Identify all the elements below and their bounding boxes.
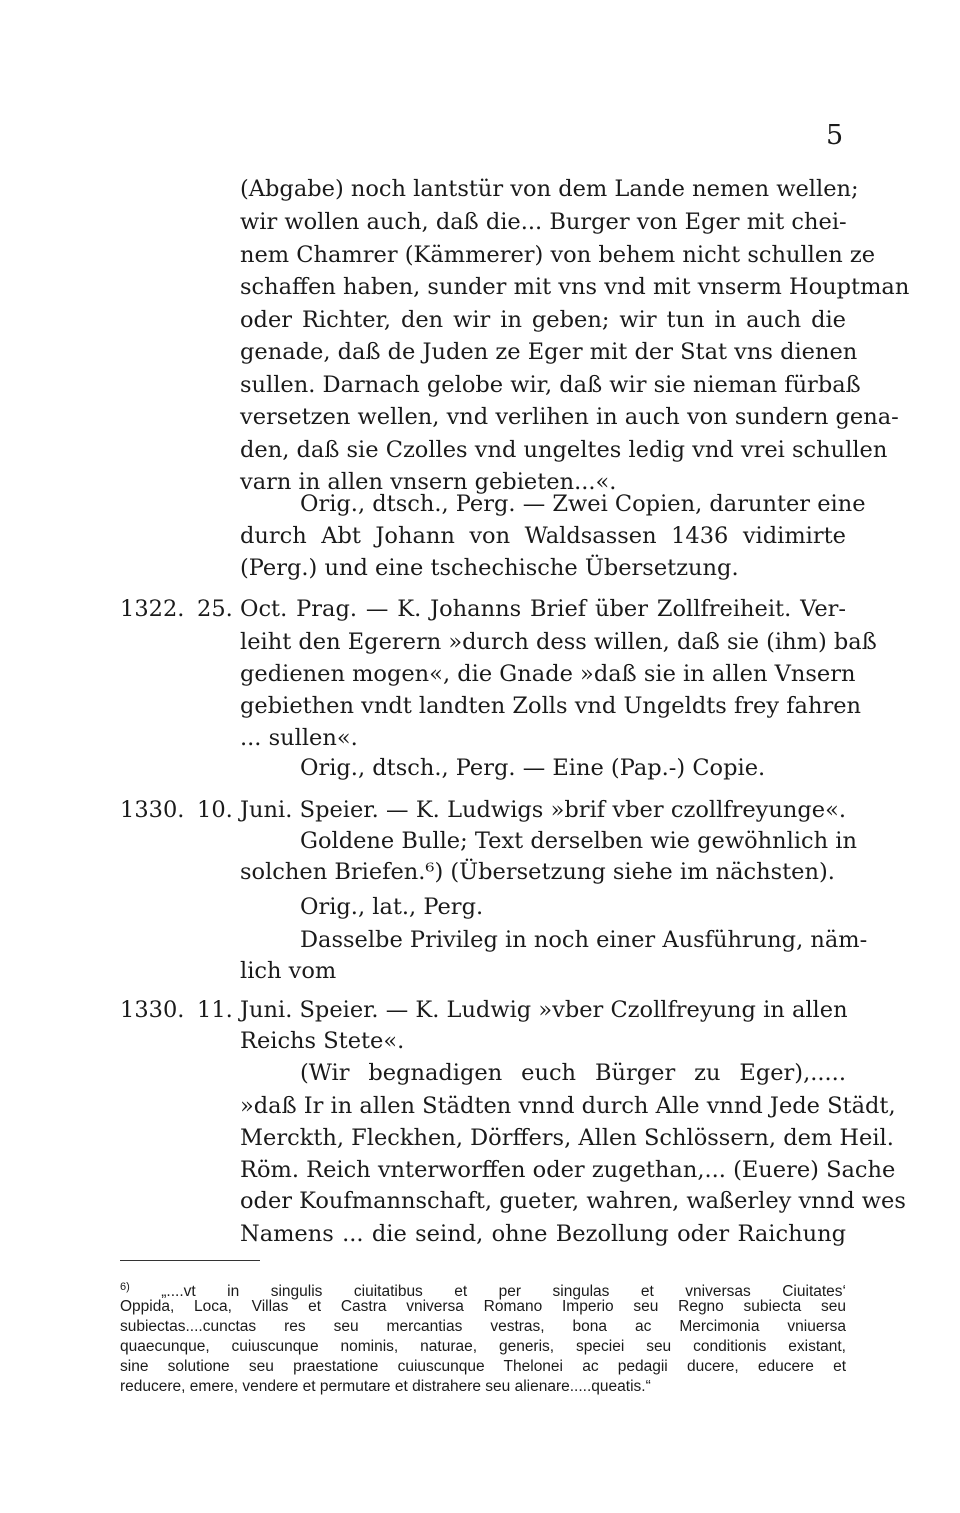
entry-line: ... sullen«. [240, 725, 358, 751]
entry-line: Orig., dtsch., Perg. — Eine (Pap.-) Copie. [300, 755, 766, 781]
footnote-line: quaecunque, cuiuscunque nominis, naturae, generis, speciei seu conditionis existant, [120, 1338, 846, 1355]
text-line: Orig., dtsch., Perg. — Zwei Copien, darunter eine [300, 491, 866, 517]
text-line: durch Abt Johann von Waldsassen 1436 vidimirte [240, 523, 846, 549]
entry-line: »daß Ir in allen Städten vnnd durch Alle vnnd Jede Städt, [240, 1093, 896, 1119]
entry-line: Juni. Speier. — K. Ludwig »vber Czollfreyung in allen [240, 997, 848, 1023]
text-line: schaffen haben, sunder mit vns vnd mit vnserm Houptman [240, 274, 910, 300]
footnote-line: reducere, emere, vendere et permutare et distrahere seu alienare.....queatis.“ [120, 1378, 651, 1395]
footnote-rule [120, 1260, 260, 1261]
entry-line: lich vom [240, 958, 337, 984]
entry-line: Orig., lat., Perg. [300, 894, 484, 920]
entry-line: gebiethen vndt landten Zolls vnd Ungeldts frey fahren [240, 693, 862, 719]
entry-day: 11. [197, 997, 233, 1023]
entry-day: 25. [197, 596, 233, 622]
entry-line: Reichs Stete«. [240, 1028, 405, 1054]
entry-year: 1330. [120, 997, 185, 1023]
text-line: wir wollen auch, daß die... Burger von Eger mit chei- [240, 209, 847, 235]
text-line: varn in allen vnsern gebieten...«. [240, 469, 617, 495]
text-line: sullen. Darnach gelobe wir, daß wir sie nieman fürbaß [240, 372, 861, 398]
entry-line: Röm. Reich vnterworffen oder zugethan,... (Euere) Sache [240, 1157, 896, 1183]
text-line: (Perg.) und eine tschechische Übersetzung. [240, 555, 739, 581]
entry-line: Oct. Prag. — K. Johanns Brief über Zollfreiheit. Ver- [240, 596, 846, 622]
footnote-marker: 6) [120, 1281, 130, 1293]
entry-line: Dasselbe Privileg in noch einer Ausführung, näm- [300, 927, 868, 953]
text-line: den, daß sie Czolles vnd ungeltes ledig vnd vrei schullen [240, 437, 888, 463]
footnote-line: subiectas....cunctas res seu mercantias vestras, bona ac Mercimonia vniuersa [120, 1318, 846, 1335]
entry-day: 10. [197, 797, 233, 823]
entry-line: gedienen mogen«, die Gnade »daß sie in allen Vnsern [240, 661, 856, 687]
entry-line: Merckth, Fleckhen, Dörffers, Allen Schlössern, dem Heil. [240, 1125, 894, 1151]
entry-line: Juni. Speier. — K. Ludwigs »brif vber czollfreyunge«. [240, 797, 846, 823]
text-line: oder Richter, den wir in geben; wir tun in auch die [240, 307, 846, 333]
entry-line: (Wir begnadigen euch Bürger zu Eger),..... [300, 1060, 846, 1086]
entry-line: solchen Briefen.⁶) (Übersetzung siehe im nächsten). [240, 859, 835, 885]
entry-line: Namens ... die seind, ohne Bezollung oder Raichung [240, 1221, 846, 1247]
footnote-text: „....vt in singulis ciuitatibus et per singulas et vniversas Ciuitates‘ [161, 1283, 846, 1300]
page-number: 5 [826, 120, 844, 151]
entry-year: 1330. [120, 797, 185, 823]
entry-line: leiht den Egerern »durch dess willen, daß sie (ihm) baß [240, 629, 877, 655]
footnote-line: Oppida, Loca, Villas et Castra vniversa Romano Imperio seu Regno subiecta seu [120, 1298, 846, 1315]
entry-line: oder Koufmannschaft, gueter, wahren, waßerley vnnd wes [240, 1188, 906, 1214]
footnote-line: sine solutione seu praestatione cuiuscunque Thelonei ac pedagii ducere, educere et [120, 1358, 846, 1375]
text-line: genade, daß de Juden ze Eger mit der Stat vns dienen [240, 339, 858, 365]
text-line: (Abgabe) noch lantstür von dem Lande nemen wellen; [240, 176, 859, 202]
entry-year: 1322. [120, 596, 185, 622]
text-line: versetzen wellen, vnd verlihen in auch von sundern gena- [240, 404, 899, 430]
text-line: nem Chamrer (Kämmerer) von behem nicht schullen ze [240, 242, 876, 268]
entry-line: Goldene Bulle; Text derselben wie gewöhnlich in [300, 828, 857, 854]
